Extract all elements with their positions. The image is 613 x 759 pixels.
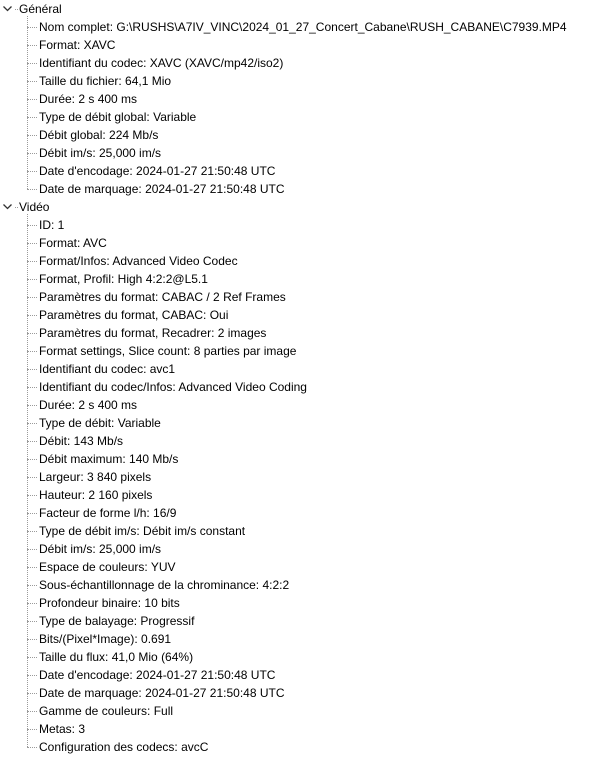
tree-connector [27,45,37,46]
tree-connector [27,153,37,154]
tree-item[interactable] [0,108,613,126]
property-text: Taille du fichier: 64,1 Mio [39,74,172,88]
property-text: Configuration des codecs: avcC [39,740,209,754]
tree-item[interactable] [0,234,613,252]
tree-connector [27,513,37,514]
tree-item[interactable] [0,540,613,558]
tree-item[interactable] [0,702,613,720]
tree-item[interactable] [0,684,613,702]
tree-connector [27,549,37,550]
tree-item[interactable] [0,216,613,234]
tree-item[interactable] [0,270,613,288]
tree-connector [27,63,37,64]
property-text: Paramètres du format: CABAC / 2 Ref Frames [39,290,286,304]
property-text: Format: AVC [39,236,107,250]
tree-connector [27,531,37,532]
tree-connector [27,333,37,334]
tree-connector [27,387,37,388]
property-text: Type de débit: Variable [39,416,161,430]
tree-item[interactable] [0,594,613,612]
property-text: Débit im/s: 25,000 im/s [39,146,162,160]
tree-item[interactable] [0,468,613,486]
tree-connector [27,405,37,406]
tree-item[interactable] [0,432,613,450]
section-label: Vidéo [19,200,50,214]
tree-connector [27,297,37,298]
tree-item[interactable] [0,90,613,108]
tree-connector [27,459,37,460]
tree-connector [15,207,18,208]
tree-connector [27,477,37,478]
tree-connector [27,243,37,244]
property-text: Type de balayage: Progressif [39,614,195,628]
tree-connector [27,27,37,28]
tree-item[interactable] [0,450,613,468]
tree-item[interactable] [0,414,613,432]
tree-connector [15,9,18,10]
tree-item[interactable] [0,378,613,396]
tree-connector [27,81,37,82]
property-text: Durée: 2 s 400 ms [39,398,138,412]
tree-item[interactable] [0,522,613,540]
property-text: Débit im/s: 25,000 im/s [39,542,162,556]
property-text: Gamme de couleurs: Full [39,704,174,718]
tree-guide-line [27,214,28,747]
tree-item[interactable] [0,360,613,378]
tree-item[interactable] [0,486,613,504]
tree-connector [27,351,37,352]
tree-item[interactable] [0,252,613,270]
chevron-down-icon[interactable] [1,0,15,18]
tree-item[interactable] [0,738,613,756]
tree-item[interactable] [0,306,613,324]
tree-item[interactable] [0,18,613,36]
property-text: Date d'encodage: 2024-01-27 21:50:48 UTC [39,668,276,682]
tree-item[interactable] [0,720,613,738]
tree-connector [27,585,37,586]
tree-connector [27,189,37,190]
tree-guide-line [27,16,28,189]
tree-connector [27,657,37,658]
tree-connector [27,261,37,262]
tree-connector [27,423,37,424]
property-text: Date de marquage: 2024-01-27 21:50:48 UTC [39,686,285,700]
tree-connector [27,747,37,748]
tree-section-general[interactable] [0,0,613,18]
property-text: Facteur de forme l/h: 16/9 [39,506,177,520]
property-text: Bits/(Pixel*Image): 0.691 [39,632,172,646]
tree-item[interactable] [0,630,613,648]
tree-connector [27,675,37,676]
property-text: Identifiant du codec: avc1 [39,362,176,376]
tree-connector [27,171,37,172]
tree-connector [27,567,37,568]
property-text: Format: XAVC [39,38,116,52]
tree-connector [27,369,37,370]
property-text: Format settings, Slice count: 8 parties par image [39,344,297,358]
tree-item[interactable] [0,612,613,630]
property-text: Hauteur: 2 160 pixels [39,488,153,502]
property-text: Nom complet: G:\RUSHS\A7IV_VINC\2024_01_27_Concert_Cabane\RUSH_CABANE\C7939.MP4 [39,20,567,34]
tree-connector [27,279,37,280]
tree-connector [27,639,37,640]
tree-connector [27,441,37,442]
tree-connector [27,225,37,226]
property-text: Largeur: 3 840 pixels [39,470,152,484]
tree-connector [27,315,37,316]
tree-item[interactable] [0,72,613,90]
property-text: Identifiant du codec/Infos: Advanced Video Coding [39,380,307,394]
tree-connector [27,693,37,694]
property-text: Date d'encodage: 2024-01-27 21:50:48 UTC [39,164,276,178]
property-text: Identifiant du codec: XAVC (XAVC/mp42/iso2) [39,56,284,70]
tree-item[interactable] [0,396,613,414]
property-text: Débit global: 224 Mb/s [39,128,159,142]
tree-item[interactable] [0,144,613,162]
tree-item[interactable] [0,162,613,180]
property-text: ID: 1 [39,218,65,232]
tree-section-video[interactable] [0,198,613,216]
chevron-down-icon[interactable] [1,198,15,216]
tree-connector [27,117,37,118]
tree-item[interactable] [0,180,613,198]
tree-connector [27,729,37,730]
tree-item[interactable] [0,576,613,594]
tree-connector [27,621,37,622]
property-text: Profondeur binaire: 10 bits [39,596,180,610]
tree-item[interactable] [0,288,613,306]
tree-item[interactable] [0,324,613,342]
property-text: Format, Profil: High 4:2:2@L5.1 [39,272,208,286]
tree-connector [27,99,37,100]
section-label: Général [19,2,62,16]
tree-item[interactable] [0,342,613,360]
tree-connector [27,135,37,136]
property-text: Sous-échantillonnage de la chrominance: 4:2:2 [39,578,290,592]
property-text: Débit maximum: 140 Mb/s [39,452,179,466]
tree-item[interactable] [0,126,613,144]
property-text: Format/Infos: Advanced Video Codec [39,254,238,268]
tree-connector [27,495,37,496]
property-text: Paramètres du format, CABAC: Oui [39,308,229,322]
tree-item[interactable] [0,504,613,522]
property-text: Taille du flux: 41,0 Mio (64%) [39,650,194,664]
property-text: Espace de couleurs: YUV [39,560,176,574]
tree-connector [27,603,37,604]
tree-connector [27,711,37,712]
property-text: Paramètres du format, Recadrer: 2 images [39,326,267,340]
tree-item[interactable] [0,558,613,576]
tree-item[interactable] [0,666,613,684]
property-text: Date de marquage: 2024-01-27 21:50:48 UTC [39,182,285,196]
property-text: Débit: 143 Mb/s [39,434,124,448]
property-text: Metas: 3 [39,722,86,736]
property-text: Durée: 2 s 400 ms [39,92,138,106]
tree-item[interactable] [0,36,613,54]
property-text: Type de débit global: Variable [39,110,197,124]
property-text: Type de débit im/s: Débit im/s constant [39,524,246,538]
tree-item[interactable] [0,54,613,72]
tree-item[interactable] [0,648,613,666]
